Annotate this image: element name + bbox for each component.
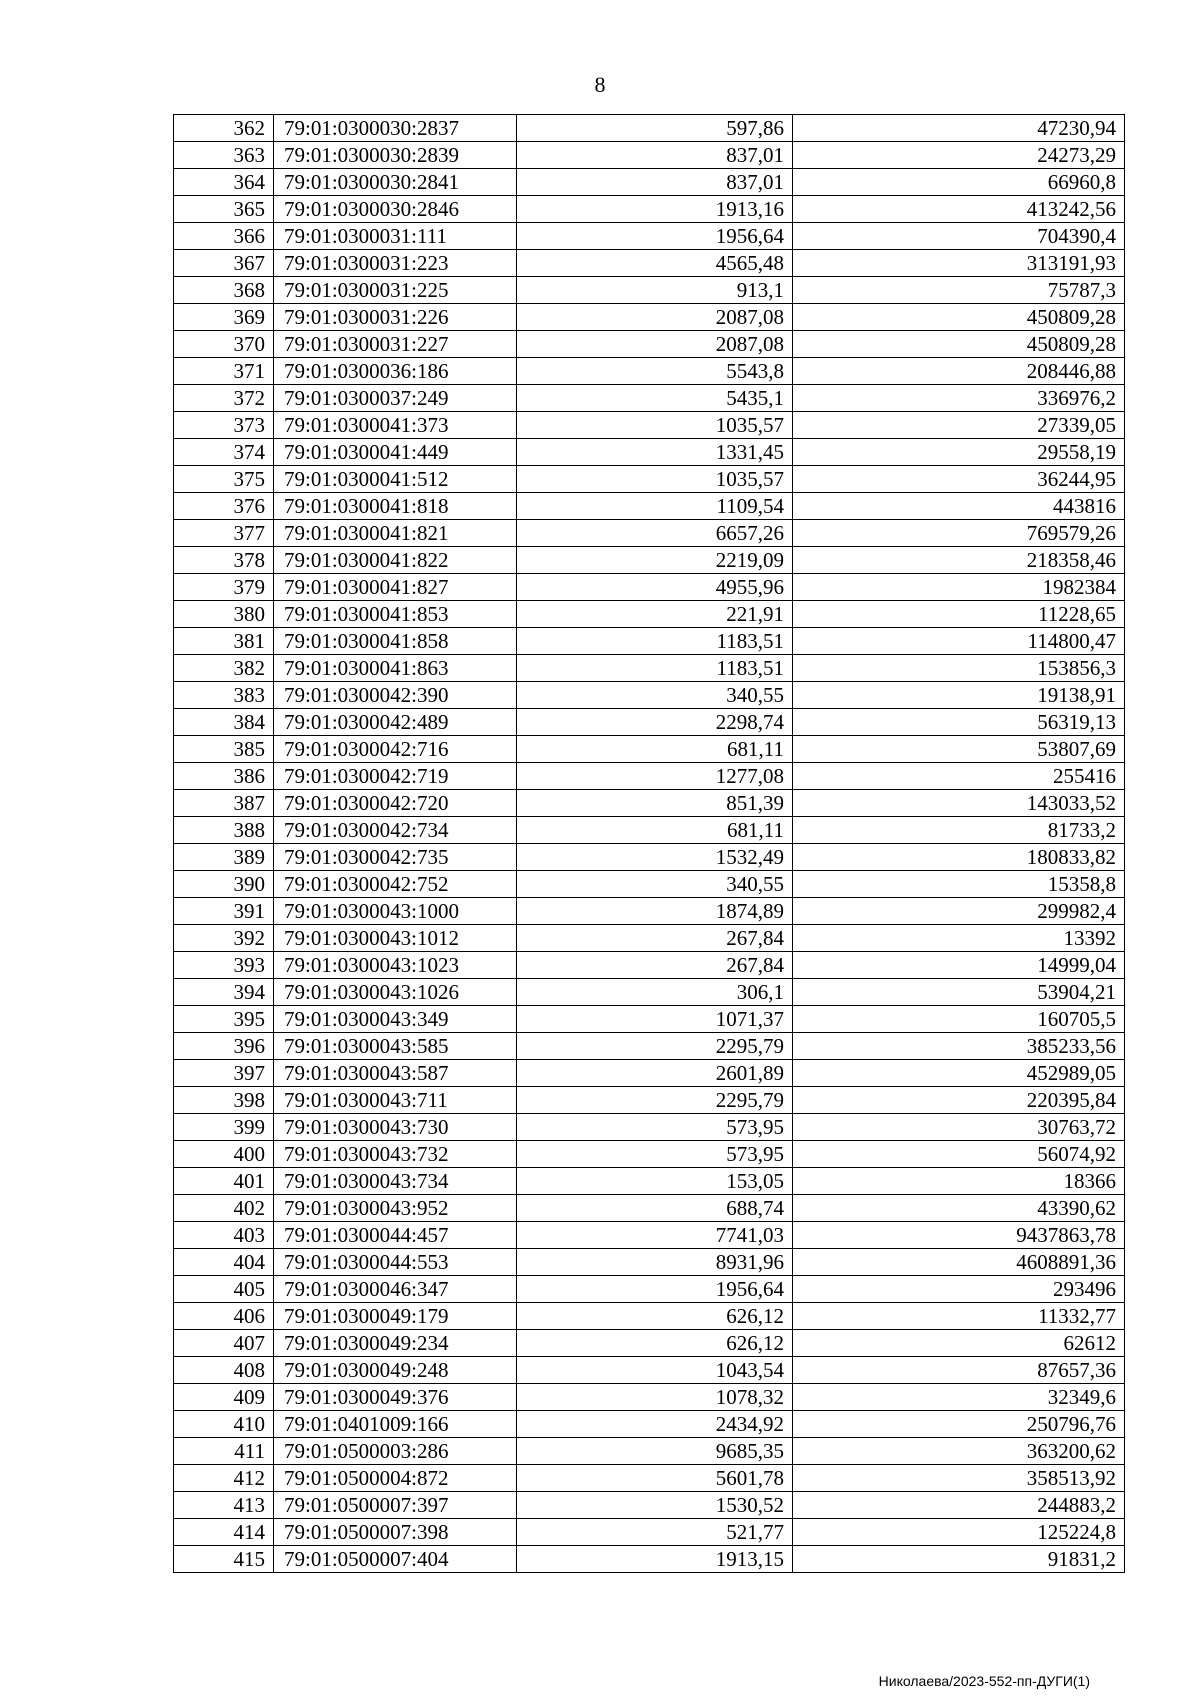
cadastral-number-cell: 79:01:0300041:818	[274, 493, 517, 520]
table-row	[174, 898, 1125, 925]
table-row	[174, 871, 1125, 898]
cadastral-number-cell: 79:01:0500003:286	[274, 1438, 517, 1465]
cadastral-number-cell: 79:01:0300043:952	[274, 1195, 517, 1222]
cadastral-number-cell: 79:01:0300041:827	[274, 574, 517, 601]
cadastral-number-cell: 79:01:0300041:858	[274, 628, 517, 655]
page-number: 8	[594, 72, 606, 97]
table-row	[174, 358, 1125, 385]
cadastral-number-cell: 79:01:0300031:223	[274, 250, 517, 277]
cadastral-number-cell: 79:01:0300043:1012	[274, 925, 517, 952]
area-cell: 1913,15	[517, 1546, 793, 1573]
table-row	[174, 1276, 1125, 1303]
value-cell: 53904,21	[793, 979, 1125, 1006]
row-number-cell: 381	[174, 628, 274, 655]
cadastral-number-cell: 79:01:0300049:234	[274, 1330, 517, 1357]
area-cell: 6657,26	[517, 520, 793, 547]
table-row	[174, 979, 1125, 1006]
area-cell: 8931,96	[517, 1249, 793, 1276]
cadastral-number-cell: 79:01:0300049:179	[274, 1303, 517, 1330]
value-cell: 125224,8	[793, 1519, 1125, 1546]
area-cell: 681,11	[517, 736, 793, 763]
cadastral-number-cell: 79:01:0300043:730	[274, 1114, 517, 1141]
area-cell: 1043,54	[517, 1357, 793, 1384]
area-cell: 626,12	[517, 1330, 793, 1357]
row-number-cell: 415	[174, 1546, 274, 1573]
row-number-cell: 407	[174, 1330, 274, 1357]
value-cell: 11228,65	[793, 601, 1125, 628]
row-number-cell: 376	[174, 493, 274, 520]
area-cell: 5435,1	[517, 385, 793, 412]
area-cell: 1956,64	[517, 223, 793, 250]
value-cell: 29558,19	[793, 439, 1125, 466]
area-cell: 7741,03	[517, 1222, 793, 1249]
row-number-cell: 395	[174, 1006, 274, 1033]
table-row	[174, 1384, 1125, 1411]
value-cell: 43390,62	[793, 1195, 1125, 1222]
value-cell: 363200,62	[793, 1438, 1125, 1465]
value-cell: 255416	[793, 763, 1125, 790]
value-cell: 293496	[793, 1276, 1125, 1303]
area-cell: 340,55	[517, 682, 793, 709]
row-number-cell: 396	[174, 1033, 274, 1060]
table-row	[174, 1033, 1125, 1060]
area-cell: 837,01	[517, 169, 793, 196]
row-number-cell: 366	[174, 223, 274, 250]
cadastral-number-cell: 79:01:0300043:711	[274, 1087, 517, 1114]
area-cell: 1530,52	[517, 1492, 793, 1519]
value-cell: 250796,76	[793, 1411, 1125, 1438]
row-number-cell: 413	[174, 1492, 274, 1519]
table-row	[174, 439, 1125, 466]
table-row	[174, 520, 1125, 547]
cadastral-number-cell: 79:01:0300037:249	[274, 385, 517, 412]
value-cell: 160705,5	[793, 1006, 1125, 1033]
value-cell: 413242,56	[793, 196, 1125, 223]
row-number-cell: 387	[174, 790, 274, 817]
row-number-cell: 394	[174, 979, 274, 1006]
cadastral-number-cell: 79:01:0300043:585	[274, 1033, 517, 1060]
table-row	[174, 1411, 1125, 1438]
table-row	[174, 1303, 1125, 1330]
value-cell: 56319,13	[793, 709, 1125, 736]
area-cell: 267,84	[517, 952, 793, 979]
area-cell: 5543,8	[517, 358, 793, 385]
area-cell: 2087,08	[517, 304, 793, 331]
cadastral-number-cell: 79:01:0300041:821	[274, 520, 517, 547]
row-number-cell: 390	[174, 871, 274, 898]
value-cell: 87657,36	[793, 1357, 1125, 1384]
table-row	[174, 1006, 1125, 1033]
cadastral-number-cell: 79:01:0300043:587	[274, 1060, 517, 1087]
cadastral-number-cell: 79:01:0300043:734	[274, 1168, 517, 1195]
cadastral-number-cell: 79:01:0500007:398	[274, 1519, 517, 1546]
table-row	[174, 1168, 1125, 1195]
row-number-cell: 375	[174, 466, 274, 493]
value-cell: 452989,05	[793, 1060, 1125, 1087]
table-row	[174, 1465, 1125, 1492]
table-row	[174, 1222, 1125, 1249]
value-cell: 336976,2	[793, 385, 1125, 412]
value-cell: 75787,3	[793, 277, 1125, 304]
row-number-cell: 372	[174, 385, 274, 412]
area-cell: 1035,57	[517, 412, 793, 439]
cadastral-number-cell: 79:01:0300042:489	[274, 709, 517, 736]
area-cell: 1913,16	[517, 196, 793, 223]
value-cell: 153856,3	[793, 655, 1125, 682]
row-number-cell: 414	[174, 1519, 274, 1546]
row-number-cell: 392	[174, 925, 274, 952]
row-number-cell: 398	[174, 1087, 274, 1114]
row-number-cell: 409	[174, 1384, 274, 1411]
row-number-cell: 408	[174, 1357, 274, 1384]
area-cell: 2087,08	[517, 331, 793, 358]
value-cell: 443816	[793, 493, 1125, 520]
cadastral-number-cell: 79:01:0300042:716	[274, 736, 517, 763]
table-row	[174, 736, 1125, 763]
table-row	[174, 196, 1125, 223]
cadastral-number-cell: 79:01:0500007:404	[274, 1546, 517, 1573]
cadastral-number-cell: 79:01:0300043:349	[274, 1006, 517, 1033]
table-row	[174, 1114, 1125, 1141]
row-number-cell: 380	[174, 601, 274, 628]
cadastral-number-cell: 79:01:0300041:373	[274, 412, 517, 439]
table-row	[174, 1438, 1125, 1465]
area-cell: 1183,51	[517, 628, 793, 655]
table-row	[174, 763, 1125, 790]
cadastral-number-cell: 79:01:0300049:248	[274, 1357, 517, 1384]
row-number-cell: 373	[174, 412, 274, 439]
cadastral-number-cell: 79:01:0300030:2837	[274, 115, 517, 142]
data-table-container	[173, 114, 1125, 1573]
value-cell: 18366	[793, 1168, 1125, 1195]
value-cell: 27339,05	[793, 412, 1125, 439]
table-row	[174, 223, 1125, 250]
table-row	[174, 1249, 1125, 1276]
row-number-cell: 385	[174, 736, 274, 763]
area-cell: 9685,35	[517, 1438, 793, 1465]
cadastral-number-cell: 79:01:0300030:2846	[274, 196, 517, 223]
table-row	[174, 250, 1125, 277]
table-row	[174, 142, 1125, 169]
area-cell: 1277,08	[517, 763, 793, 790]
value-cell: 9437863,78	[793, 1222, 1125, 1249]
value-cell: 36244,95	[793, 466, 1125, 493]
row-number-cell: 404	[174, 1249, 274, 1276]
table-row	[174, 466, 1125, 493]
area-cell: 626,12	[517, 1303, 793, 1330]
table-row	[174, 655, 1125, 682]
value-cell: 218358,46	[793, 547, 1125, 574]
area-cell: 851,39	[517, 790, 793, 817]
area-cell: 4955,96	[517, 574, 793, 601]
row-number-cell: 388	[174, 817, 274, 844]
area-cell: 2295,79	[517, 1087, 793, 1114]
area-cell: 1071,37	[517, 1006, 793, 1033]
table-row	[174, 115, 1125, 142]
cadastral-number-cell: 79:01:0300043:1000	[274, 898, 517, 925]
area-cell: 837,01	[517, 142, 793, 169]
value-cell: 244883,2	[793, 1492, 1125, 1519]
area-cell: 2295,79	[517, 1033, 793, 1060]
cadastral-number-cell: 79:01:0500007:397	[274, 1492, 517, 1519]
value-cell: 450809,28	[793, 331, 1125, 358]
row-number-cell: 362	[174, 115, 274, 142]
cadastral-number-cell: 79:01:0300041:822	[274, 547, 517, 574]
row-number-cell: 374	[174, 439, 274, 466]
cadastral-number-cell: 79:01:0300042:735	[274, 844, 517, 871]
area-cell: 597,86	[517, 115, 793, 142]
row-number-cell: 403	[174, 1222, 274, 1249]
table-row	[174, 1195, 1125, 1222]
row-number-cell: 399	[174, 1114, 274, 1141]
cadastral-number-cell: 79:01:0300041:512	[274, 466, 517, 493]
cadastral-number-cell: 79:01:0300030:2839	[274, 142, 517, 169]
cadastral-number-cell: 79:01:0300043:1026	[274, 979, 517, 1006]
row-number-cell: 402	[174, 1195, 274, 1222]
row-number-cell: 401	[174, 1168, 274, 1195]
cadastral-number-cell: 79:01:0300041:853	[274, 601, 517, 628]
cadastral-number-cell: 79:01:0300046:347	[274, 1276, 517, 1303]
table-row	[174, 412, 1125, 439]
row-number-cell: 377	[174, 520, 274, 547]
cadastral-number-cell: 79:01:0401009:166	[274, 1411, 517, 1438]
area-cell: 1956,64	[517, 1276, 793, 1303]
area-cell: 221,91	[517, 601, 793, 628]
table-row	[174, 277, 1125, 304]
value-cell: 385233,56	[793, 1033, 1125, 1060]
cadastral-number-cell: 79:01:0300031:227	[274, 331, 517, 358]
value-cell: 704390,4	[793, 223, 1125, 250]
cadastral-number-cell: 79:01:0300041:449	[274, 439, 517, 466]
cadastral-number-cell: 79:01:0300042:720	[274, 790, 517, 817]
cadastral-number-cell: 79:01:0300044:457	[274, 1222, 517, 1249]
area-cell: 1078,32	[517, 1384, 793, 1411]
value-cell: 81733,2	[793, 817, 1125, 844]
row-number-cell: 406	[174, 1303, 274, 1330]
area-cell: 1109,54	[517, 493, 793, 520]
table-row	[174, 709, 1125, 736]
row-number-cell: 412	[174, 1465, 274, 1492]
row-number-cell: 379	[174, 574, 274, 601]
value-cell: 299982,4	[793, 898, 1125, 925]
table-row	[174, 1357, 1125, 1384]
area-cell: 688,74	[517, 1195, 793, 1222]
area-cell: 4565,48	[517, 250, 793, 277]
row-number-cell: 363	[174, 142, 274, 169]
row-number-cell: 382	[174, 655, 274, 682]
table-row	[174, 1492, 1125, 1519]
value-cell: 313191,93	[793, 250, 1125, 277]
table-row	[174, 547, 1125, 574]
area-cell: 2434,92	[517, 1411, 793, 1438]
value-cell: 220395,84	[793, 1087, 1125, 1114]
cadastral-number-cell: 79:01:0300031:226	[274, 304, 517, 331]
value-cell: 32349,6	[793, 1384, 1125, 1411]
value-cell: 62612	[793, 1330, 1125, 1357]
value-cell: 30763,72	[793, 1114, 1125, 1141]
table-row	[174, 952, 1125, 979]
table-row	[174, 790, 1125, 817]
area-cell: 153,05	[517, 1168, 793, 1195]
table-row	[174, 601, 1125, 628]
cadastral-number-cell: 79:01:0300043:1023	[274, 952, 517, 979]
area-cell: 2298,74	[517, 709, 793, 736]
cadastral-table	[173, 114, 1125, 1573]
table-row	[174, 628, 1125, 655]
table-row	[174, 574, 1125, 601]
cadastral-number-cell: 79:01:0300042:719	[274, 763, 517, 790]
table-row	[174, 1519, 1125, 1546]
table-row	[174, 1330, 1125, 1357]
row-number-cell: 378	[174, 547, 274, 574]
area-cell: 306,1	[517, 979, 793, 1006]
area-cell: 267,84	[517, 925, 793, 952]
cadastral-number-cell: 79:01:0300042:734	[274, 817, 517, 844]
row-number-cell: 364	[174, 169, 274, 196]
table-row	[174, 844, 1125, 871]
area-cell: 681,11	[517, 817, 793, 844]
table-row	[174, 1141, 1125, 1168]
cadastral-number-cell: 79:01:0300042:390	[274, 682, 517, 709]
cadastral-number-cell: 79:01:0300043:732	[274, 1141, 517, 1168]
row-number-cell: 391	[174, 898, 274, 925]
table-row	[174, 817, 1125, 844]
value-cell: 19138,91	[793, 682, 1125, 709]
area-cell: 913,1	[517, 277, 793, 304]
value-cell: 11332,77	[793, 1303, 1125, 1330]
row-number-cell: 411	[174, 1438, 274, 1465]
cadastral-number-cell: 79:01:0300044:553	[274, 1249, 517, 1276]
area-cell: 1035,57	[517, 466, 793, 493]
row-number-cell: 397	[174, 1060, 274, 1087]
document-footer-reference: Николаева/2023-552-пп-ДУГИ(1)	[878, 1673, 1090, 1689]
value-cell: 91831,2	[793, 1546, 1125, 1573]
row-number-cell: 389	[174, 844, 274, 871]
row-number-cell: 400	[174, 1141, 274, 1168]
row-number-cell: 386	[174, 763, 274, 790]
area-cell: 521,77	[517, 1519, 793, 1546]
table-row	[174, 925, 1125, 952]
row-number-cell: 383	[174, 682, 274, 709]
table-row	[174, 1546, 1125, 1573]
table-row	[174, 304, 1125, 331]
row-number-cell: 369	[174, 304, 274, 331]
area-cell: 1874,89	[517, 898, 793, 925]
cadastral-number-cell: 79:01:0300036:186	[274, 358, 517, 385]
table-row	[174, 331, 1125, 358]
value-cell: 53807,69	[793, 736, 1125, 763]
row-number-cell: 371	[174, 358, 274, 385]
value-cell: 358513,92	[793, 1465, 1125, 1492]
value-cell: 56074,92	[793, 1141, 1125, 1168]
area-cell: 573,95	[517, 1114, 793, 1141]
area-cell: 2601,89	[517, 1060, 793, 1087]
cadastral-number-cell: 79:01:0300031:225	[274, 277, 517, 304]
value-cell: 66960,8	[793, 169, 1125, 196]
value-cell: 15358,8	[793, 871, 1125, 898]
cadastral-number-cell: 79:01:0300041:863	[274, 655, 517, 682]
value-cell: 4608891,36	[793, 1249, 1125, 1276]
row-number-cell: 410	[174, 1411, 274, 1438]
value-cell: 13392	[793, 925, 1125, 952]
table-row	[174, 1060, 1125, 1087]
table-row	[174, 682, 1125, 709]
value-cell: 114800,47	[793, 628, 1125, 655]
area-cell: 5601,78	[517, 1465, 793, 1492]
table-row	[174, 493, 1125, 520]
row-number-cell: 367	[174, 250, 274, 277]
value-cell: 1982384	[793, 574, 1125, 601]
area-cell: 1532,49	[517, 844, 793, 871]
cadastral-number-cell: 79:01:0300042:752	[274, 871, 517, 898]
table-body	[174, 115, 1125, 1573]
value-cell: 143033,52	[793, 790, 1125, 817]
row-number-cell: 370	[174, 331, 274, 358]
cadastral-number-cell: 79:01:0300049:376	[274, 1384, 517, 1411]
cadastral-number-cell: 79:01:0500004:872	[274, 1465, 517, 1492]
row-number-cell: 368	[174, 277, 274, 304]
area-cell: 573,95	[517, 1141, 793, 1168]
table-row	[174, 169, 1125, 196]
area-cell: 1183,51	[517, 655, 793, 682]
row-number-cell: 393	[174, 952, 274, 979]
value-cell: 24273,29	[793, 142, 1125, 169]
table-row	[174, 385, 1125, 412]
cadastral-number-cell: 79:01:0300031:111	[274, 223, 517, 250]
row-number-cell: 365	[174, 196, 274, 223]
area-cell: 340,55	[517, 871, 793, 898]
value-cell: 47230,94	[793, 115, 1125, 142]
area-cell: 2219,09	[517, 547, 793, 574]
area-cell: 1331,45	[517, 439, 793, 466]
value-cell: 450809,28	[793, 304, 1125, 331]
value-cell: 14999,04	[793, 952, 1125, 979]
value-cell: 769579,26	[793, 520, 1125, 547]
table-row	[174, 1087, 1125, 1114]
row-number-cell: 405	[174, 1276, 274, 1303]
row-number-cell: 384	[174, 709, 274, 736]
value-cell: 180833,82	[793, 844, 1125, 871]
value-cell: 208446,88	[793, 358, 1125, 385]
cadastral-number-cell: 79:01:0300030:2841	[274, 169, 517, 196]
